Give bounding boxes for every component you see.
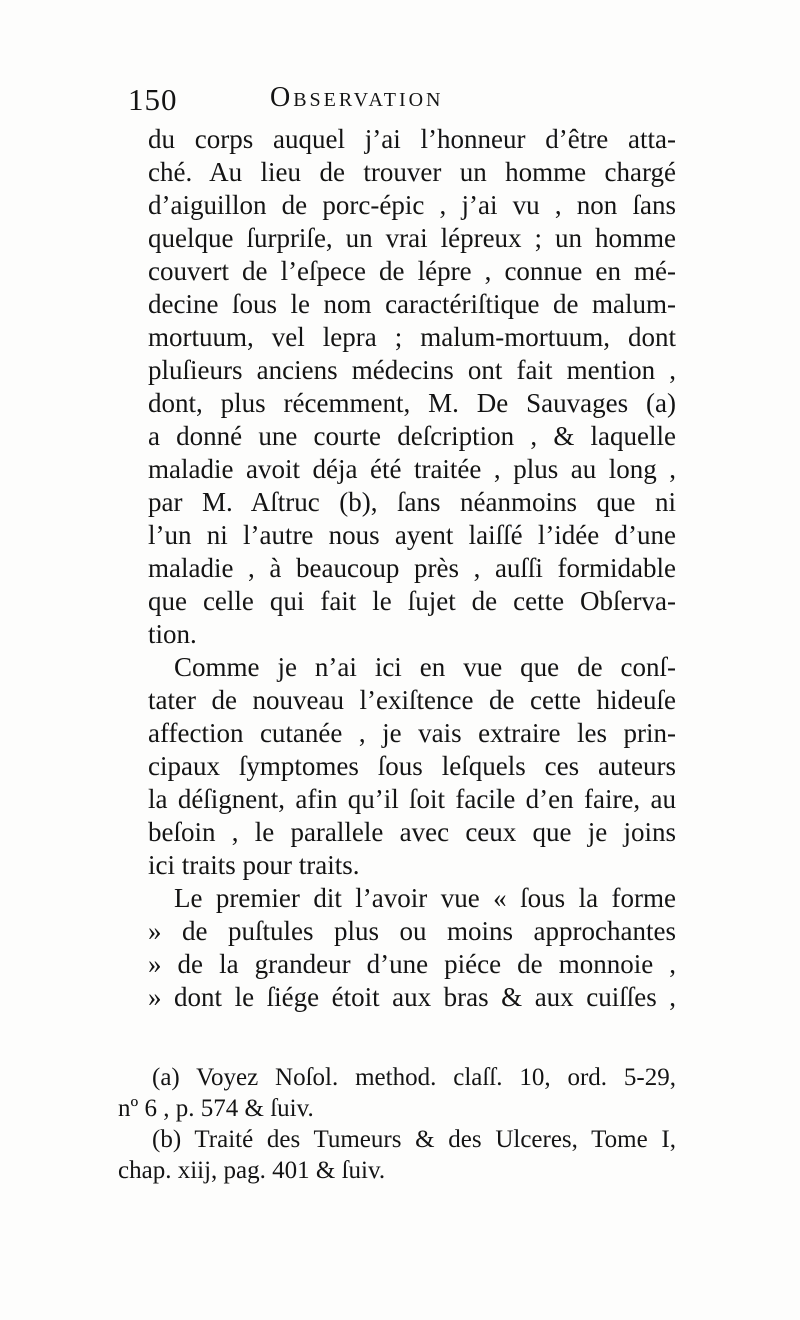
- text-line: cipaux ſymptomes ſous leſquels ces auteurs: [148, 751, 676, 781]
- text-line: l’un ni l’autre nous ayent laiſſé l’idée d’une: [148, 520, 676, 550]
- body-text: [148, 123, 676, 1014]
- text-line: » de la grandeur d’une piéce de monnoie ,: [148, 949, 676, 979]
- text-line: beſoin , le parallele avec ceux que je joins: [148, 817, 676, 847]
- text-line: a donné une courte deſcription , & laquelle: [148, 421, 676, 451]
- text-line: » de puſtules plus ou moins approchantes: [148, 916, 676, 946]
- text-line: couvert de l’eſpece de lépre , connue en mé-: [148, 256, 676, 286]
- text-line: dont, plus récemment, M. De Sauvages (a): [148, 388, 676, 418]
- text-line: maladie avoit déja été traitée , plus au long ,: [148, 454, 676, 484]
- text-line: d’aiguillon de porc-épic , j’ai vu , non ſans: [148, 190, 676, 220]
- footnote-line: (a) Voyez Noſol. method. claſſ. 10, ord. 5-29,: [152, 1064, 676, 1091]
- text-line: mortuum, vel lepra ; malum-mortuum, dont: [148, 322, 676, 352]
- text-line: quelque ſurpriſe, un vrai lépreux ; un homme: [148, 223, 676, 253]
- text-line: du corps auquel j’ai l’honneur d’être atta-: [148, 124, 676, 154]
- footnote-line: nº 6 , p. 574 & ſuiv.: [118, 1095, 314, 1122]
- text-line: la déſignent, afin qu’il ſoit facile d’en faire, au: [148, 784, 676, 814]
- text-line: Comme je n’ai ici en vue que de conſ-: [174, 652, 676, 682]
- page-header: [128, 82, 688, 128]
- text-line: par M. Aſtruc (b), ſans néanmoins que ni: [148, 487, 676, 517]
- footnote-line: chap. xiij, pag. 401 & ſuiv.: [118, 1157, 386, 1184]
- text-line: que celle qui fait le ſujet de cette Obſerva-: [148, 586, 676, 616]
- text-line: affection cutanée , je vais extraire les prin-: [148, 718, 676, 748]
- text-line: tion.: [148, 619, 197, 649]
- footnote-line: (b) Traité des Tumeurs & des Ulceres, Tome I,: [152, 1126, 676, 1153]
- text-line: tater de nouveau l’exiſtence de cette hideuſe: [148, 685, 676, 715]
- text-line: decine ſous le nom caractériſtique de malum-: [148, 289, 676, 319]
- text-line: ici traits pour traits.: [148, 850, 360, 880]
- page-number: 150: [128, 82, 178, 117]
- footnotes: [118, 1062, 676, 1186]
- text-line: ché. Au lieu de trouver un homme chargé: [148, 157, 676, 187]
- text-line: pluſieurs anciens médecins ont fait mention ,: [148, 355, 676, 385]
- text-line: maladie , à beaucoup près , auſſi formidable: [148, 553, 676, 583]
- text-line: » dont le ſiége étoit aux bras & aux cuiſſes ,: [148, 982, 676, 1012]
- text-line: Le premier dit l’avoir vue « ſous la forme: [174, 883, 676, 913]
- running-title: Observation: [270, 82, 444, 113]
